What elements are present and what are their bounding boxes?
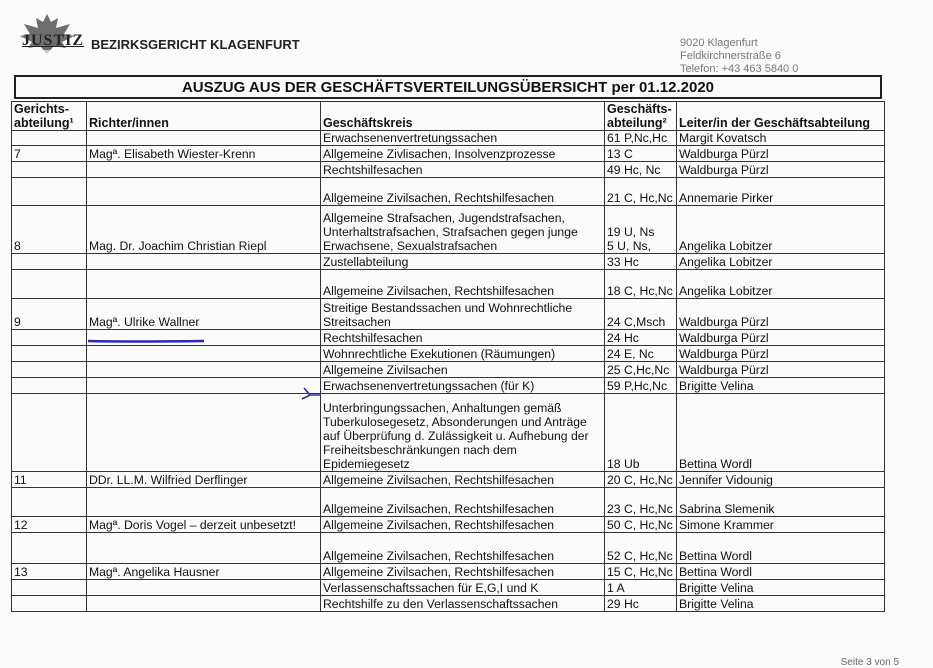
header-business-area: Geschäftskreis bbox=[321, 102, 605, 131]
office-head: Angelika Lobitzer bbox=[677, 270, 885, 299]
office-head: Brigitte Velina bbox=[677, 378, 885, 394]
division-number bbox=[12, 131, 87, 146]
office-code: 24 C,Msch bbox=[605, 299, 677, 330]
office-head: Angelika Lobitzer bbox=[677, 254, 885, 270]
table-row bbox=[12, 517, 885, 533]
office-code: 33 Hc bbox=[605, 254, 677, 270]
address-line: 9020 Klagenfurt bbox=[680, 37, 758, 49]
office-head: Annemarie Pirker bbox=[677, 178, 885, 206]
office-code: 18 Ub bbox=[605, 394, 677, 472]
division-number bbox=[12, 270, 87, 299]
business-area: Unterbringungssachen, Anhaltungen gemäß Tuberkulosegesetz, Absonderungen und Anträge auf Überprüfung d. Zulässigkeit u. Aufhebung der Freiheitsbeschränkungen nach dem Epidemiegesetz bbox=[321, 394, 605, 472]
header-office: Geschäfts- abteilung² bbox=[605, 102, 677, 131]
judge-name bbox=[87, 596, 321, 612]
office-head: Angelika Lobitzer bbox=[677, 206, 885, 254]
table-row bbox=[12, 131, 885, 146]
judge-name bbox=[87, 346, 321, 362]
office-code: 50 C, Hc,Nc bbox=[605, 517, 677, 533]
judge-name: Magª. Elisabeth Wiester-Krenn bbox=[87, 146, 321, 162]
judge-name bbox=[87, 131, 321, 146]
court-name: BEZIRKSGERICHT KLAGENFURT bbox=[91, 37, 300, 52]
business-area: Streitige Bestandssachen und Wohnrechtliche Streitsachen bbox=[321, 299, 605, 330]
judge-name bbox=[87, 488, 321, 517]
business-area: Allgemeine Strafsachen, Jugendstrafsachen, Unterhaltstrafsachen, Strafsachen gegen junge Erwachsene, Sexualstrafsachen bbox=[321, 206, 605, 254]
table-row bbox=[12, 299, 885, 330]
office-code: 25 C,Hc,Nc bbox=[605, 362, 677, 378]
division-number: 11 bbox=[12, 472, 87, 488]
office-head: Waldburga Pürzl bbox=[677, 162, 885, 178]
table-row bbox=[12, 362, 885, 378]
division-number: 9 bbox=[12, 299, 87, 330]
division-number bbox=[12, 178, 87, 206]
table-row bbox=[12, 488, 885, 517]
office-code: 18 C, Hc,Nc bbox=[605, 270, 677, 299]
judge-name bbox=[87, 580, 321, 596]
judge-name bbox=[87, 330, 321, 346]
business-area: Zustellabteilung bbox=[321, 254, 605, 270]
division-number: 7 bbox=[12, 146, 87, 162]
judge-name bbox=[87, 394, 321, 472]
business-area: Allgemeine Zivilsachen, Rechtshilfesachen bbox=[321, 178, 605, 206]
business-area: Verlassenschaftssachen für E,G,I und K bbox=[321, 580, 605, 596]
division-number bbox=[12, 378, 87, 394]
business-area: Erwachsenenvertretungssachen (für K) bbox=[321, 378, 605, 394]
office-head: Waldburga Pürzl bbox=[677, 362, 885, 378]
business-area: Allgemeine Zivilsachen, Rechtshilfesachen bbox=[321, 488, 605, 517]
table-row bbox=[12, 178, 885, 206]
office-code: 52 C, Hc,Nc bbox=[605, 533, 677, 564]
division-number: 13 bbox=[12, 564, 87, 580]
handwritten-underline bbox=[87, 339, 205, 343]
office-head: Waldburga Pürzl bbox=[677, 330, 885, 346]
phone-line: Telefon: +43 463 5840 0 bbox=[680, 63, 799, 75]
office-head: Bettina Wordl bbox=[677, 564, 885, 580]
office-code: 29 Hc bbox=[605, 596, 677, 612]
judge-name bbox=[87, 270, 321, 299]
office-head: Bettina Wordl bbox=[677, 533, 885, 564]
division-number bbox=[12, 394, 87, 472]
division-number bbox=[12, 330, 87, 346]
division-number bbox=[12, 162, 87, 178]
division-number: 12 bbox=[12, 517, 87, 533]
office-code: 1 A bbox=[605, 580, 677, 596]
table-row bbox=[12, 472, 885, 488]
office-head: Margit Kovatsch bbox=[677, 131, 885, 146]
office-head: Waldburga Pürzl bbox=[677, 299, 885, 330]
office-head: Simone Krammer bbox=[677, 517, 885, 533]
business-area: Wohnrechtliche Exekutionen (Räumungen) bbox=[321, 346, 605, 362]
business-area: Allgemeine Zivilsachen, Rechtshilfesachen bbox=[321, 564, 605, 580]
table-row bbox=[12, 270, 885, 299]
judge-name bbox=[87, 162, 321, 178]
office-code: 15 C, Hc,Nc bbox=[605, 564, 677, 580]
division-number bbox=[12, 580, 87, 596]
office-code: 13 C bbox=[605, 146, 677, 162]
business-area: Allgemeine Zivilsachen, Rechtshilfesachen bbox=[321, 533, 605, 564]
business-area: Rechtshilfe zu den Verlassenschaftssachen bbox=[321, 596, 605, 612]
table-row bbox=[12, 596, 885, 612]
business-area: Allgemeine Zivlisachen, Insolvenzprozesse bbox=[321, 146, 605, 162]
office-code: 24 E, Nc bbox=[605, 346, 677, 362]
office-head: Jennifer Vidounig bbox=[677, 472, 885, 488]
business-area: Allgemeine Zivilsachen bbox=[321, 362, 605, 378]
distribution-table bbox=[11, 101, 885, 612]
table-row bbox=[12, 564, 885, 580]
business-area: Allgemeine Zivilsachen, Rechtshilfesachen bbox=[321, 472, 605, 488]
office-code: 20 C, Hc,Nc bbox=[605, 472, 677, 488]
table-row bbox=[12, 206, 885, 254]
judge-name: Magª. Ulrike Wallner bbox=[87, 299, 321, 330]
table-row bbox=[12, 162, 885, 178]
judge-name bbox=[87, 362, 321, 378]
office-head: Waldburga Pürzl bbox=[677, 346, 885, 362]
header-division: Gerichts- abteilung¹ bbox=[12, 102, 87, 131]
table-row bbox=[12, 254, 885, 270]
table-row bbox=[12, 346, 885, 362]
division-number bbox=[12, 346, 87, 362]
judge-name bbox=[87, 378, 321, 394]
division-number bbox=[12, 596, 87, 612]
office-code: 49 Hc, Nc bbox=[605, 162, 677, 178]
office-code: 23 C, Hc,Nc bbox=[605, 488, 677, 517]
office-head: Waldburga Pürzl bbox=[677, 146, 885, 162]
document-title: AUSZUG AUS DER GESCHÄFTSVERTEILUNGSÜBERSICHT per 01.12.2020 bbox=[14, 75, 882, 99]
page-number: Seite 3 von 5 bbox=[840, 657, 899, 668]
table-row bbox=[12, 330, 885, 346]
table-row bbox=[12, 146, 885, 162]
office-code: 61 P,Nc,Hc bbox=[605, 131, 677, 146]
business-area: Allgemeine Zivilsachen, Rechtshilfesachen bbox=[321, 270, 605, 299]
office-head: Brigitte Velina bbox=[677, 596, 885, 612]
office-head: Brigitte Velina bbox=[677, 580, 885, 596]
judge-name: DDr. LL.M. Wilfried Derflinger bbox=[87, 472, 321, 488]
table-row bbox=[12, 533, 885, 564]
judge-name: Magª. Doris Vogel – derzeit unbesetzt! bbox=[87, 517, 321, 533]
division-number bbox=[12, 488, 87, 517]
address-line: Feldkirchnerstraße 6 bbox=[680, 50, 781, 62]
judge-name: Magª. Angelika Hausner bbox=[87, 564, 321, 580]
business-area: Rechtshilfesachen bbox=[321, 330, 605, 346]
division-number bbox=[12, 533, 87, 564]
header-office-head: Leiter/in der Geschäftsabteilung bbox=[677, 102, 885, 131]
judge-name bbox=[87, 533, 321, 564]
table-row bbox=[12, 378, 885, 394]
header-judges: Richter/innen bbox=[87, 102, 321, 131]
logo-text: JUSTIZ bbox=[22, 32, 85, 49]
business-area: Rechtshilfesachen bbox=[321, 162, 605, 178]
office-head: Sabrina Slemenik bbox=[677, 488, 885, 517]
division-number: 8 bbox=[12, 206, 87, 254]
table-row bbox=[12, 580, 885, 596]
judge-name bbox=[87, 254, 321, 270]
office-code: 24 Hc bbox=[605, 330, 677, 346]
handwritten-arrow-icon bbox=[300, 385, 322, 401]
judge-name bbox=[87, 178, 321, 206]
court-address bbox=[680, 37, 798, 76]
business-area: Allgemeine Zivilsachen, Rechtshilfesachen bbox=[321, 517, 605, 533]
office-code: 21 C, Hc,Nc bbox=[605, 178, 677, 206]
office-head: Bettina Wordl bbox=[677, 394, 885, 472]
table-row bbox=[12, 394, 885, 472]
judge-name: Mag. Dr. Joachim Christian Riepl bbox=[87, 206, 321, 254]
business-area: Erwachsenenvertretungssachen bbox=[321, 131, 605, 146]
division-number bbox=[12, 254, 87, 270]
office-code: 59 P,Hc,Nc bbox=[605, 378, 677, 394]
office-code: 19 U, Ns 5 U, Ns, bbox=[605, 206, 677, 254]
division-number bbox=[12, 362, 87, 378]
